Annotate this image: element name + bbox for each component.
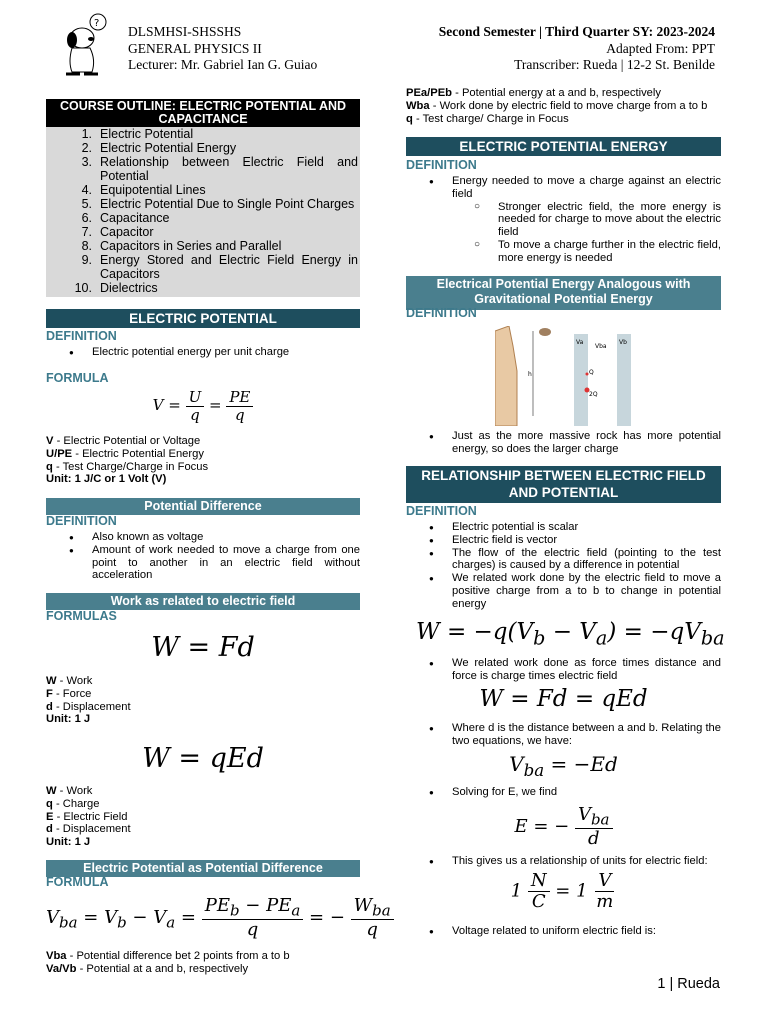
definition-label: DEFINITION [406,504,477,518]
formulas-label: FORMULAS [46,609,117,623]
bullet-list [406,786,721,799]
outline-item [46,211,360,225]
symbol-meaning: - Potential at a and b, respectively [76,962,249,975]
symbol-meaning: - Electric Field [53,810,128,823]
outline-text: Capacitor [100,225,154,239]
symbol-definition [46,798,360,811]
outline-text: Electric Potential Energy [100,141,237,155]
outline-title: COURSE OUTLINE: ELECTRIC POTENTIAL AND CAPACITANCE [46,99,360,127]
outline-number: 9. [81,253,92,267]
symbol-meaning: - Potential difference bet 2 points from a to b [66,950,290,962]
school-name: DLSMHSI-SHSSHS [128,24,242,39]
bullet-list [406,657,721,683]
symbol: W [46,675,57,687]
outline-number: 6. [81,211,92,225]
list-item: ● We related work done by the electric field to move a positive charge from a to b to change in potential energy [406,572,721,610]
outline-item [46,141,360,155]
formula-w-fd-qed: W = Fd = qEd [479,686,648,712]
symbol-meaning: - Work [56,675,93,687]
outline-list [46,127,360,297]
symbol-meaning: - Work done by electric field to move charge from a to b [429,99,708,112]
svg-text:2Q: 2Q [589,391,598,398]
symbol-definition [46,963,360,976]
symbol-definition [406,100,721,113]
outline-number: 8. [81,239,92,253]
snoopy-logo [58,12,116,78]
symbol-meaning: - Test charge/ Charge in Focus [412,112,569,125]
formula-label: FORMULA [46,371,109,385]
outline-item [46,281,360,295]
symbol: U/PE [46,447,73,460]
symbol-definitions [46,675,360,726]
symbol-definition [46,785,360,798]
list-item: ● Amount of work needed to move a charge from one point to another in an electric field without acceleration [46,544,360,582]
symbol-meaning: - Electric Potential or Voltage [53,435,201,447]
definition-label: DEFINITION [46,329,117,343]
outline-item [46,225,360,239]
list-item: ● Electric field is vector [406,534,721,547]
definition-label: DEFINITION [406,306,477,320]
formula-e: E = − $\frac{V_{ba}}{d}$ [406,805,721,849]
symbol: d [46,700,53,713]
symbol: q [406,112,413,125]
symbol-meaning: - Potential energy at a and b, respectively [452,87,661,99]
symbol: V [46,435,54,447]
symbol-definition [46,688,360,701]
bullet-list [406,430,721,456]
list-item: ● Electric potential energy per unit charge [46,346,360,359]
section-title: ELECTRIC POTENTIAL [46,309,360,328]
formula-w-fd: W = Fd [151,632,255,663]
outline-item [46,197,360,211]
symbol-definition [46,461,360,474]
bullet-list [406,722,721,748]
symbol-definitions [406,87,721,125]
symbol-meaning: - Displacement [52,700,131,713]
symbol-meaning: - Electric Potential Energy [72,447,204,460]
subsection-title: Electric Potential as Potential Difference [46,860,360,877]
symbol: d [46,823,53,836]
symbol: E [46,810,54,823]
outline-text: Capacitors in Series and Parallel [100,239,282,253]
transcriber: Transcriber: Rueda | 12-2 St. Benilde [514,57,715,72]
outline-number: 1. [81,127,92,141]
list-item: ● Electric potential is scalar [406,521,721,534]
unit-text: Unit: 1 J [46,836,91,849]
list-item: ● This gives us a relationship of units for electric field: [406,855,721,868]
symbol: q [46,797,53,810]
symbol-definition [46,448,360,461]
symbol-definition [46,675,360,688]
semester: Second Semester | Third Quarter SY: 2023-2024 [438,24,715,39]
list-item: ● Just as the more massive rock has more potential energy, so does the larger charge [406,430,721,456]
adapted-from: Adapted From: PPT [606,40,715,56]
subsection-title: Potential Difference [46,498,360,515]
outline-item [46,183,360,197]
formula-vba: $V_{ba} = V_b - V_a$ = $\frac{PE_b - PE_a}{q}$ = − $\frac{W_{ba}}{q}$ [46,896,360,940]
list-item: ● Solving for E, we find [406,786,721,799]
unit-text: Unit: 1 J [46,713,91,726]
symbol-definition [406,113,721,126]
symbol-meaning: - Displacement [52,823,131,836]
outline-text: Energy Stored and Electric Field Energy in Capacitors [100,253,358,281]
bullet-list [406,521,721,611]
symbol: F [46,687,53,700]
svg-text:Q: Q [589,369,594,376]
list-item: ● Energy needed to move a charge against an electric field [406,175,721,201]
symbol: Wba [406,99,430,112]
gravity-analogy-figure [495,326,635,426]
svg-text:Vb: Vb [619,339,627,346]
definition-label: DEFINITION [46,514,117,528]
section-title: ELECTRIC POTENTIAL ENERGY [406,137,721,156]
formula-units: 1 $\frac{N}{C}$ = 1 $\frac{V}{m}$ [510,870,614,912]
svg-text:Vba: Vba [595,343,607,350]
unit-text: Unit: 1 J/C or 1 Volt (V) [46,473,167,486]
formula-v: V = $\frac{U}{q}$ = $\frac{PE}{q}$ [46,389,360,423]
outline-text: Electric Potential [100,127,194,141]
bullet-list [406,175,721,265]
list-item: ○ To move a charge further in the electric field, more energy is needed [406,239,721,265]
outline-number: 4. [81,183,92,197]
outline-number: 3. [81,155,92,169]
formula-w-vba: $W = -q(V_b - V_a) = -qV_{ba}$ [416,619,725,650]
subsection-title: Work as related to electric field [46,593,360,610]
symbol: q [46,460,53,473]
outline-text: Relationship between Electric Field and Potential [100,155,358,183]
bullet-list [46,531,360,582]
symbol-definition [46,811,360,824]
symbol-meaning: - Test Charge/Charge in Focus [52,460,209,473]
definition-label: DEFINITION [406,158,477,172]
page-footer: 1 | Rueda [657,976,720,992]
outline-number: 10. [74,281,92,295]
outline-item [46,253,360,281]
list-item: ● The flow of the electric field (pointing to the test charges) is caused by a difference in potential [406,547,721,573]
bullet-list [46,346,360,359]
outline-text: Dielectrics [100,281,158,295]
outline-number: 2. [81,141,92,155]
symbol: Vba [46,950,67,962]
list-item: ● Voltage related to uniform electric field is: [406,925,721,938]
svg-text:?: ? [94,18,100,29]
outline-text: Electric Potential Due to Single Point Charges [100,197,355,211]
symbol-definitions [46,950,360,976]
outline-text: Capacitance [100,211,170,225]
outline-text: Equipotential Lines [100,183,206,197]
formula-vba-ed: $V_{ba} = -Ed$ [509,752,618,780]
symbol-definitions [46,785,360,849]
symbol: Va/Vb [46,962,77,975]
list-item: ● We related work done as force times distance and force is charge times electric field [406,657,721,683]
symbol-definition [46,701,360,714]
list-item: ○ Stronger electric field, the more energy is needed for charge to move about the electric field [406,201,721,239]
outline-number: 5. [81,197,92,211]
svg-text:Va: Va [576,339,584,346]
bullet-list [406,925,721,938]
symbol-meaning: - Charge [52,797,100,810]
formula-label: FORMULA [46,875,109,889]
bullet-list [406,855,721,868]
outline-item [46,239,360,253]
formula-w-qed: W = qEd [142,743,264,774]
outline-item [46,155,360,183]
subsection-title: Electrical Potential Energy Analogous with Gravitational Potential Energy [406,276,721,310]
symbol: PEa/PEb [406,87,453,99]
lecturer: Lecturer: Mr. Gabriel Ian G. Guiao [128,57,318,72]
outline-number: 7. [81,225,92,239]
course-outline [46,99,360,297]
symbol: W [46,785,57,797]
symbol-definitions [46,435,360,486]
symbol-definition [46,435,360,448]
section-title: RELATIONSHIP BETWEEN ELECTRIC FIELD AND POTENTIAL [406,466,721,503]
header-right [439,24,715,74]
course-name: GENERAL PHYSICS II [128,40,262,56]
header-left [128,24,317,74]
list-item: ● Also known as voltage [46,531,360,544]
outline-item [46,127,360,141]
symbol-meaning: - Work [56,785,93,797]
svg-text:h: h [528,371,532,378]
symbol-definition [406,87,721,100]
list-item: ● Where d is the distance between a and b. Relating the two equations, we have: [406,722,721,748]
symbol-definition [46,950,360,963]
symbol-definition [46,823,360,836]
symbol-meaning: - Force [52,687,92,700]
